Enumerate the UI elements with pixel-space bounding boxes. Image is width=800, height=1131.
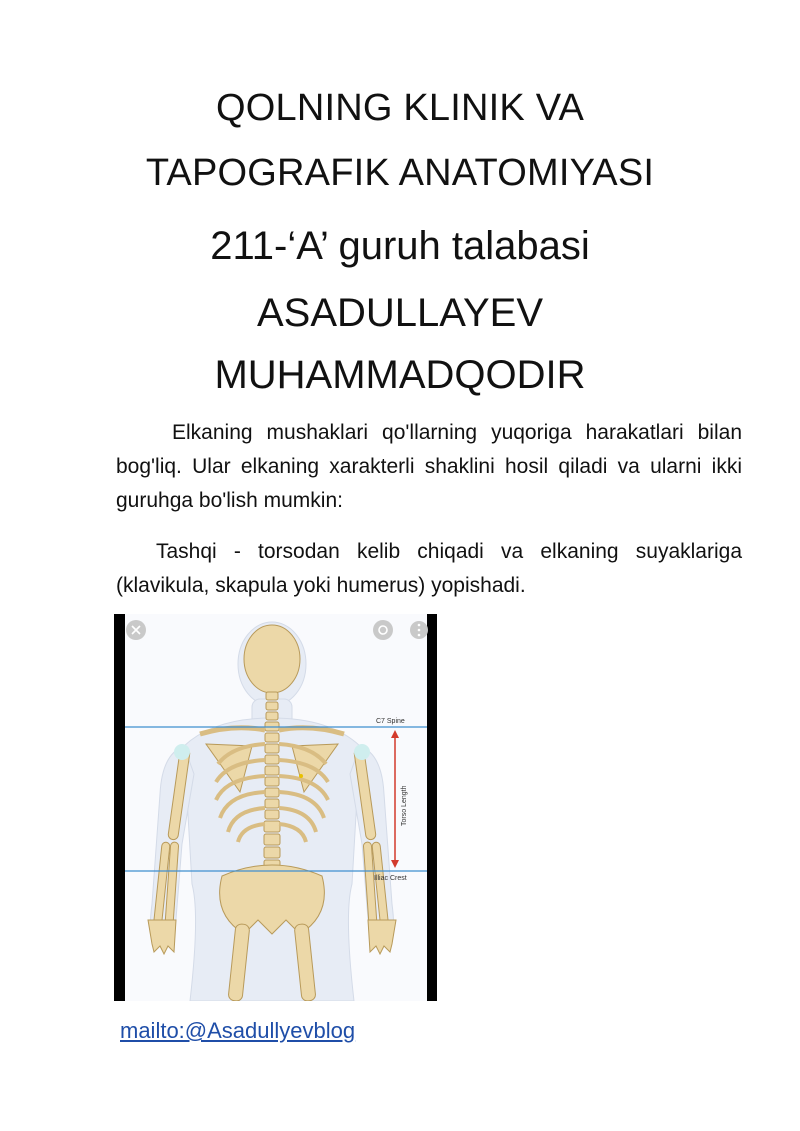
author-name: MUHAMMADQODIR [214, 353, 586, 397]
paragraph-external-muscles: Tashqi - torsodan kelib chiqadi va elkaning suyaklariga (klavikula, skapula yoki humerus) yopishadi. [116, 540, 742, 597]
mailto-link[interactable]: mailto:@Asadullyevblog [120, 1018, 356, 1043]
paragraph-intro: Elkaning mushaklari qo'llarning yuqoriga harakatlari bilan bog'liq. Ular elkaning xarakterli shaklini hosil qiladi va ularni ikki guruhga bo'lish mumkin: [116, 421, 742, 512]
close-icon[interactable] [126, 620, 146, 640]
skeleton-figure [114, 614, 437, 1001]
author-surname: ASADULLAYEV [256, 291, 544, 335]
label-iliac-crest: Illiac Crest [374, 875, 407, 882]
title-line-2: TAPOGRAFIK ANATOMIYASI [145, 152, 655, 194]
title-line-1: QOLNING KLINIK VA [215, 87, 585, 129]
group-line: 211-‘A’ guruh talabasi [210, 224, 590, 268]
more-vertical-icon[interactable] [410, 621, 428, 639]
label-c7-spine: C7 Spine [376, 718, 405, 725]
lens-icon[interactable] [373, 620, 393, 640]
label-torso-length: Torso Length [401, 785, 408, 826]
